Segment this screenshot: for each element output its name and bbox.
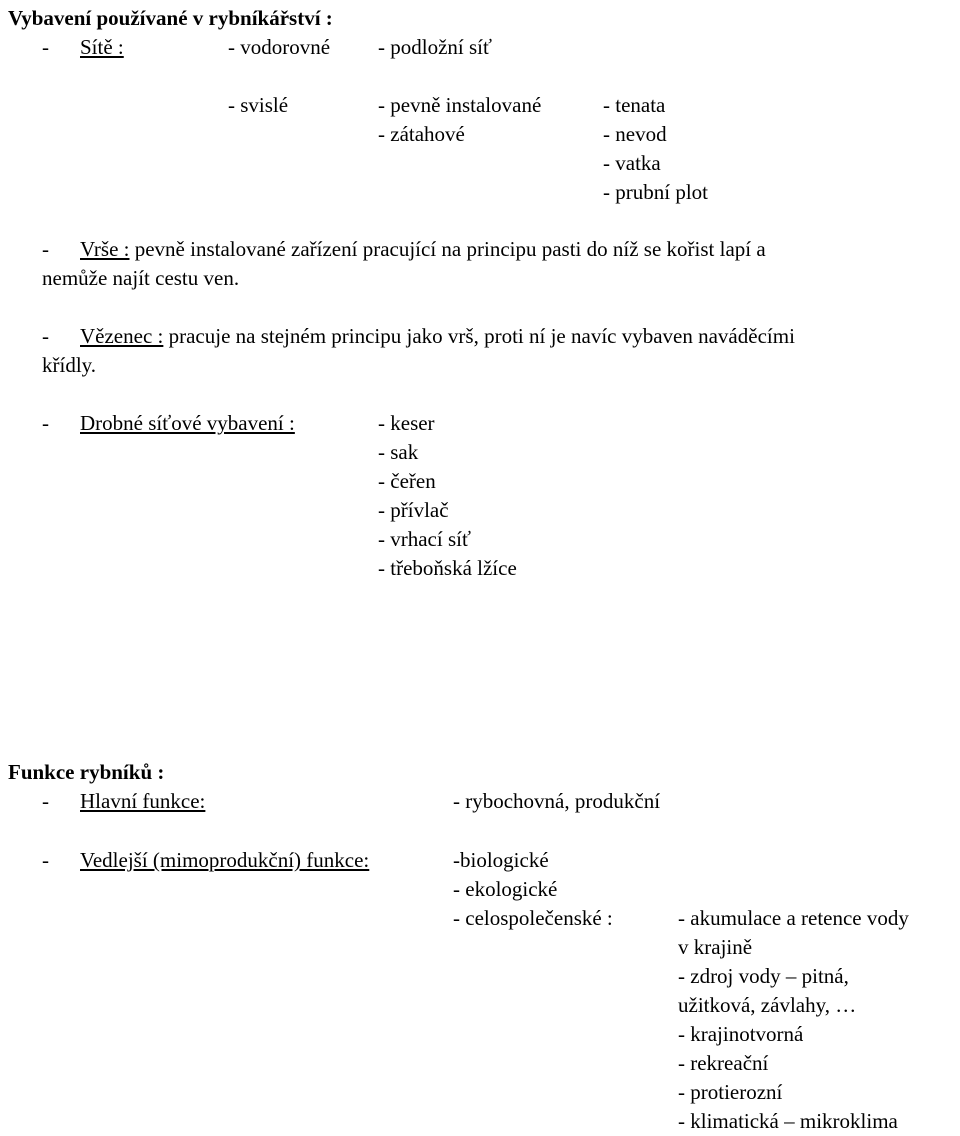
drobne-item: - třeboňská lžíce xyxy=(378,556,517,580)
main-function-value: - rybochovná, produkční xyxy=(453,789,661,813)
nets-nevod: - nevod xyxy=(603,122,667,146)
secondary-function-dash: - xyxy=(42,848,49,872)
vezenec-text-line2: křídly. xyxy=(42,353,97,377)
nets-dash: - xyxy=(42,35,49,59)
vezenec-label: Vězenec : xyxy=(80,324,164,348)
drobne-item: - čeřen xyxy=(378,469,436,493)
celospolecenske-item: užitková, závlahy, … xyxy=(678,993,857,1017)
nets-vertical: - svislé xyxy=(228,93,289,117)
drobne-item: - keser xyxy=(378,411,435,435)
section-heading-functions: Funkce rybníků : xyxy=(8,760,165,784)
secondary-celospolecenske: - celospolečenské : xyxy=(453,906,613,930)
drobne-label: Drobné síťové vybavení : xyxy=(80,411,295,435)
celospolecenske-item: - akumulace a retence vody xyxy=(678,906,909,930)
section-heading-equipment: Vybavení používané v rybníkářství : xyxy=(8,6,333,30)
vezenec-text-line1: pracuje na stejném principu jako vrš, proti ní je navíc vybaven naváděcími xyxy=(163,324,795,348)
drobne-item: - přívlač xyxy=(378,498,449,522)
vezenec-dash: - xyxy=(42,324,49,348)
secondary-ekologicke: - ekologické xyxy=(453,877,558,901)
nets-dragged: - zátahové xyxy=(378,122,465,146)
main-function-dash: - xyxy=(42,789,49,813)
drobne-item: - vrhací síť xyxy=(378,527,471,551)
vrse-text-line1: pevně instalované zařízení pracující na principu pasti do níž se kořist lapí a xyxy=(129,237,766,261)
nets-bottom-net: - podložní síť xyxy=(378,35,492,59)
celospolecenske-item: - zdroj vody – pitná, xyxy=(678,964,849,988)
nets-fixed: - pevně instalované xyxy=(378,93,542,117)
celospolecenske-item: - klimatická – mikroklima xyxy=(678,1109,898,1133)
vrse-label: Vrše : xyxy=(80,237,130,261)
vezenec-paragraph xyxy=(80,322,795,351)
drobne-item: - sak xyxy=(378,440,419,464)
nets-horizontal: - vodorovné xyxy=(228,35,331,59)
nets-tenata: - tenata xyxy=(603,93,666,117)
drobne-dash: - xyxy=(42,411,49,435)
secondary-biologicke: -biologické xyxy=(453,848,549,872)
nets-label: Sítě : xyxy=(80,35,124,59)
vrse-paragraph xyxy=(80,235,766,264)
celospolecenske-item: - protierozní xyxy=(678,1080,783,1104)
celospolecenske-item: - krajinotvorná xyxy=(678,1022,804,1046)
celospolecenske-item: - rekreační xyxy=(678,1051,769,1075)
celospolecenske-item: v krajině xyxy=(678,935,753,959)
nets-vatka: - vatka xyxy=(603,151,661,175)
nets-prubni-plot: - prubní plot xyxy=(603,180,708,204)
vrse-dash: - xyxy=(42,237,49,261)
vrse-text-line2: nemůže najít cestu ven. xyxy=(42,266,240,290)
secondary-function-label: Vedlejší (mimoprodukční) funkce: xyxy=(80,848,370,872)
main-function-label: Hlavní funkce: xyxy=(80,789,206,813)
